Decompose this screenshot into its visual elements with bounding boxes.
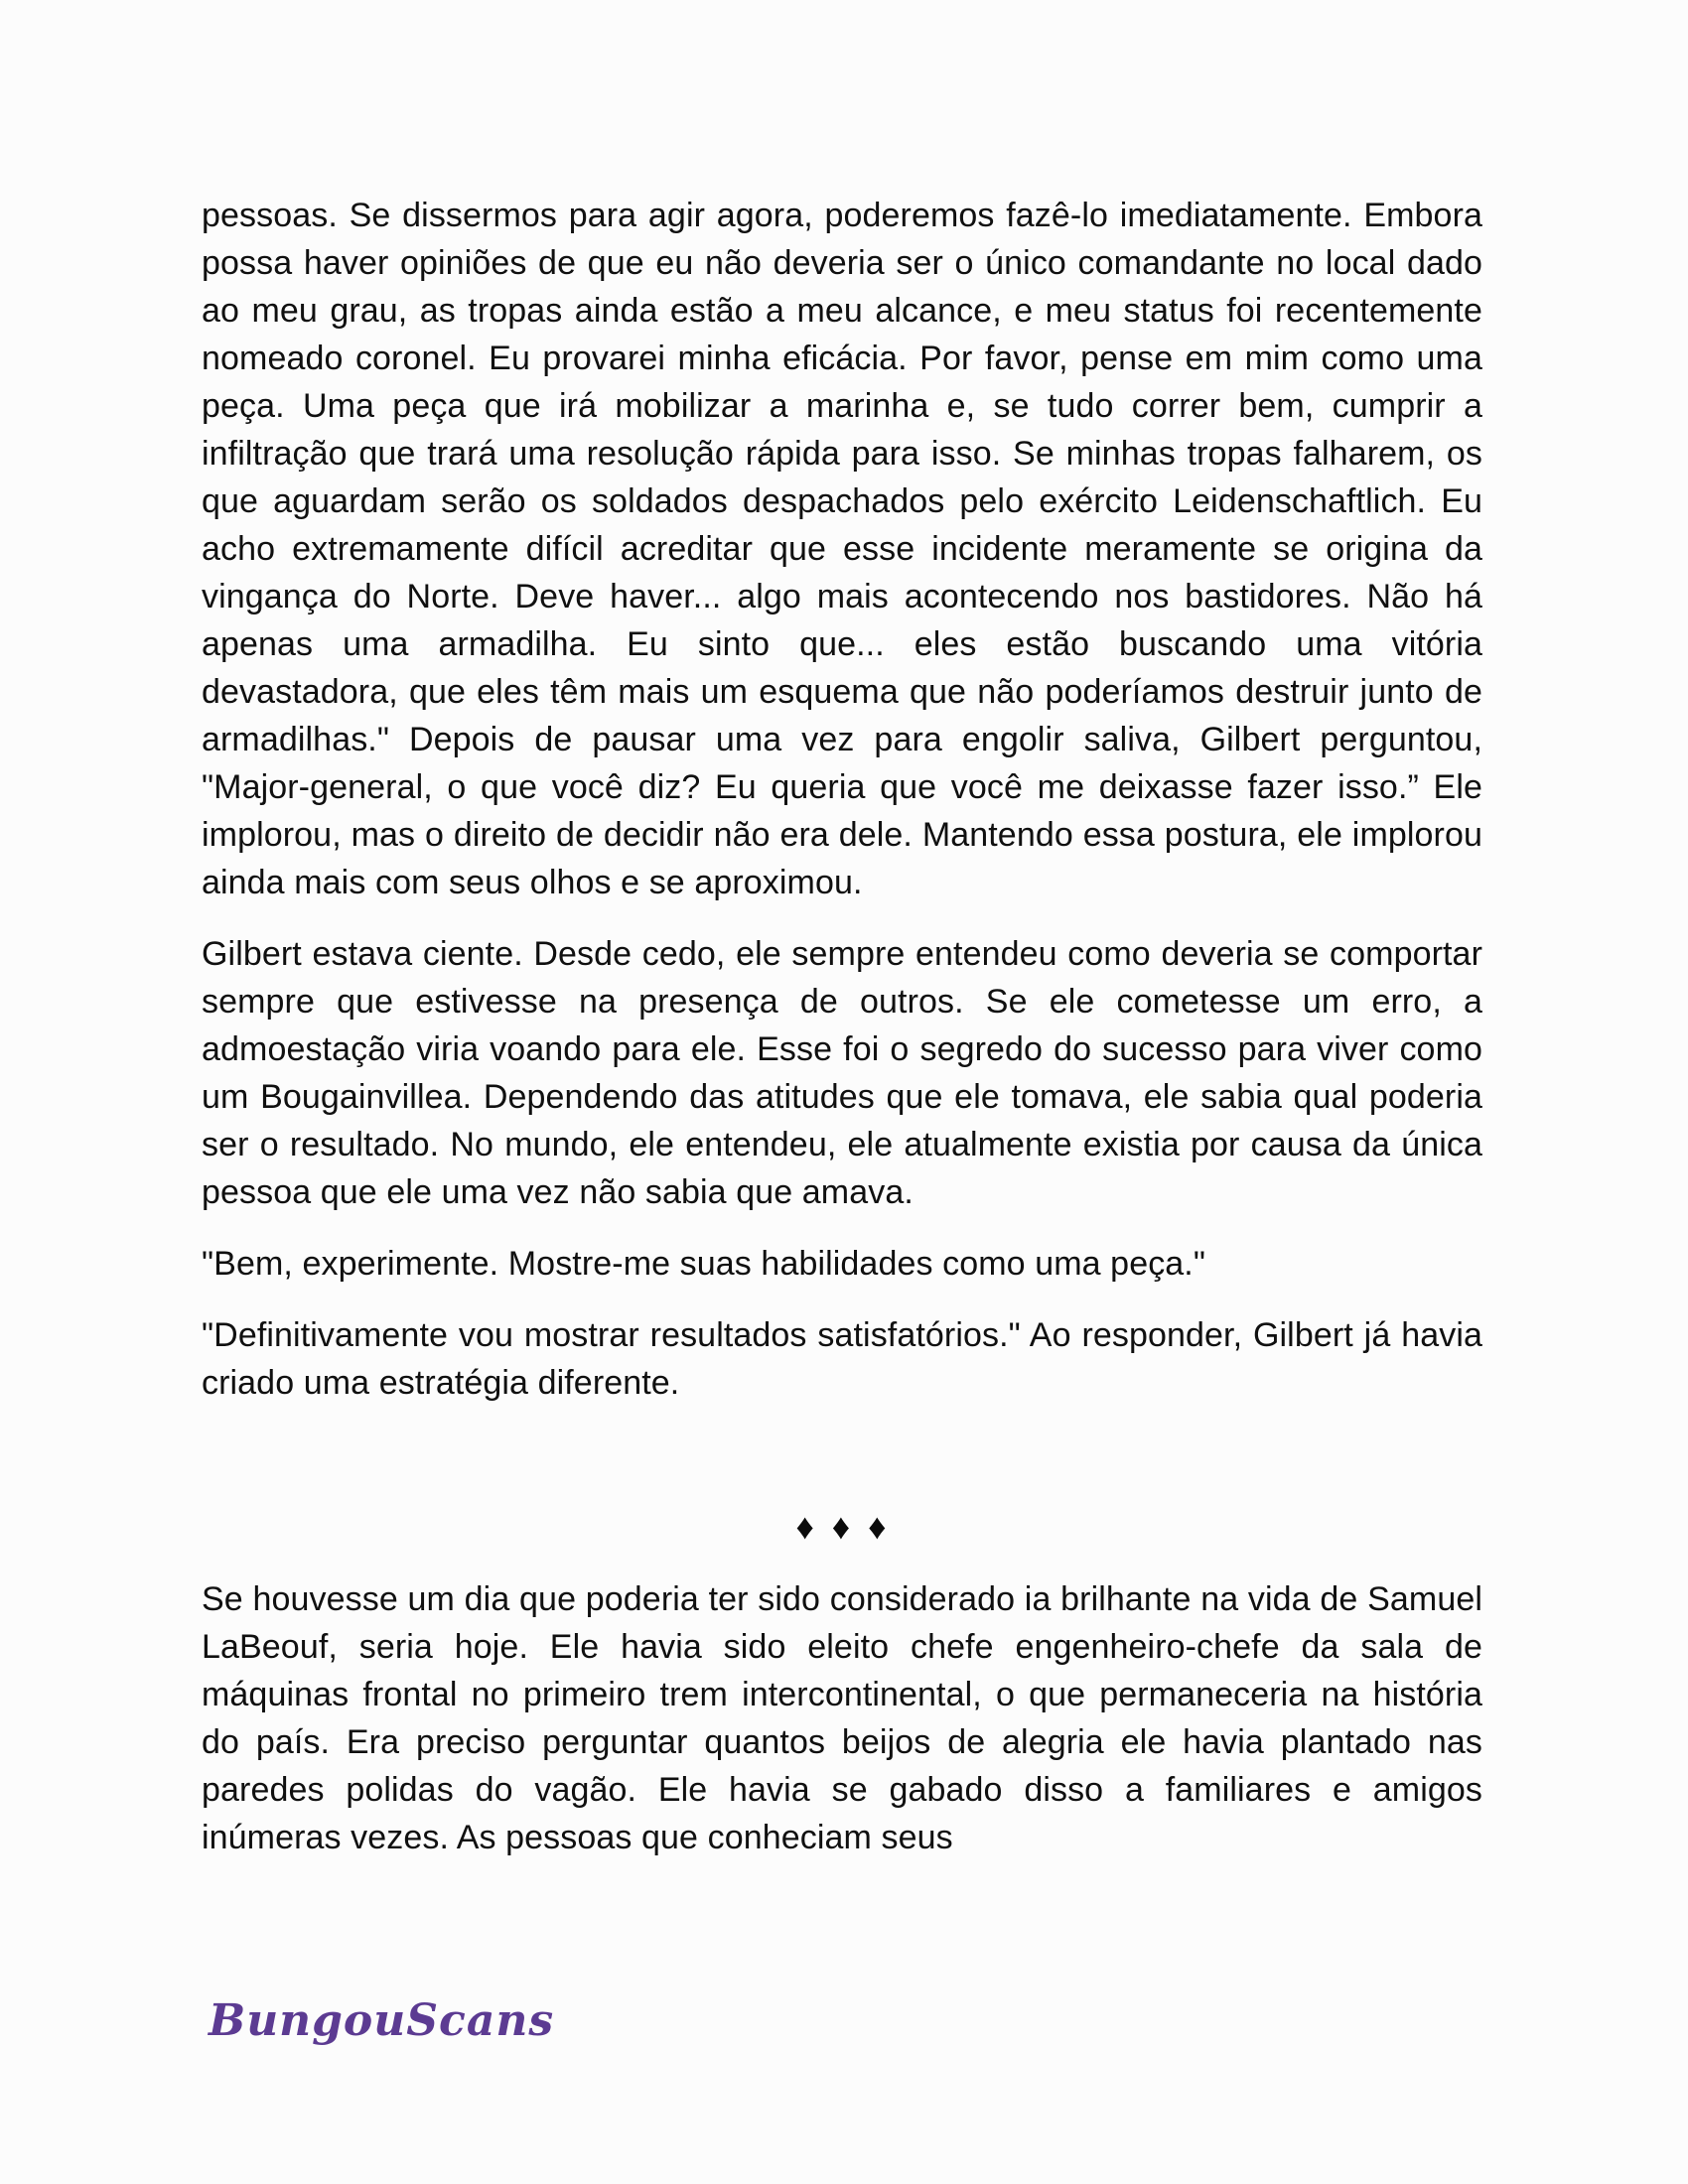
paragraph: pessoas. Se dissermos para agir agora, poderemos fazê-lo imediatamente. Embora possa haver opiniões de que eu não deveria ser o único comandante no local dado ao meu grau, as tropas ainda estão a meu alcance, e meu status foi recentemente nomeado coronel. Eu provarei minha eficácia. Por favor, pense em mim como uma peça. Uma peça que irá mobilizar a marinha e, se tudo correr bem, cumprir a infiltração que trará uma resolução rápida para isso. Se minhas tropas falharem, os que aguardam serão os soldados despachados pelo exército Leidenschaftlich. Eu acho extremamente difícil acreditar que esse incidente meramente se origina da vingança do Norte. Deve haver... algo mais acontecendo nos bastidores. Não há apenas uma armadilha. Eu sinto que... eles estão buscando uma vitória devastadora, que eles têm mais um esquema que não poderíamos destruir junto de armadilhas." Depois de pausar uma vez para engolir saliva, Gilbert perguntou, "Major-general, o que você diz? Eu queria que você me deixasse fazer isso.” Ele implorou, mas o direito de decidir não era dele. Mantendo essa postura, ele implorou ainda mais com seus olhos e se aproximou.	[202, 197, 1482, 901]
paragraph: "Bem, experimente. Mostre-me suas habilidades como uma peça."	[202, 1245, 1206, 1283]
text-content	[202, 192, 1482, 1885]
section-divider: ♦ ♦ ♦	[795, 1506, 889, 1547]
paragraph: Gilbert estava ciente. Desde cedo, ele sempre entendeu como deveria se comportar sempre que estivesse na presença de outros. Se ele cometesse um erro, a admoestação viria voando para ele. Esse foi o segredo do sucesso para viver como um Bougainvillea. Dependendo das atitudes que ele tomava, ele sabia qual poderia ser o resultado. No mundo, ele entendeu, ele atualmente existia por causa da única pessoa que ele uma vez não sabia que amava.	[202, 935, 1482, 1211]
paragraph: Se houvesse um dia que poderia ter sido considerado ia brilhante na vida de Samuel LaBeouf, seria hoje. Ele havia sido eleito chefe engenheiro-chefe da sala de máquinas frontal no primeiro trem intercontinental, o que permaneceria na história do país. Era preciso perguntar quantos beijos de alegria ele havia plantado nas paredes polidas do vagão. Ele havia se gabado disso a familiares e amigos inúmeras vezes. As pessoas que conheciam seus	[202, 1580, 1482, 1856]
scanlator-credit: BungouScans	[209, 1995, 555, 2046]
paragraph: "Definitivamente vou mostrar resultados satisfatórios." Ao responder, Gilbert já havia criado uma estratégia diferente.	[202, 1316, 1482, 1402]
